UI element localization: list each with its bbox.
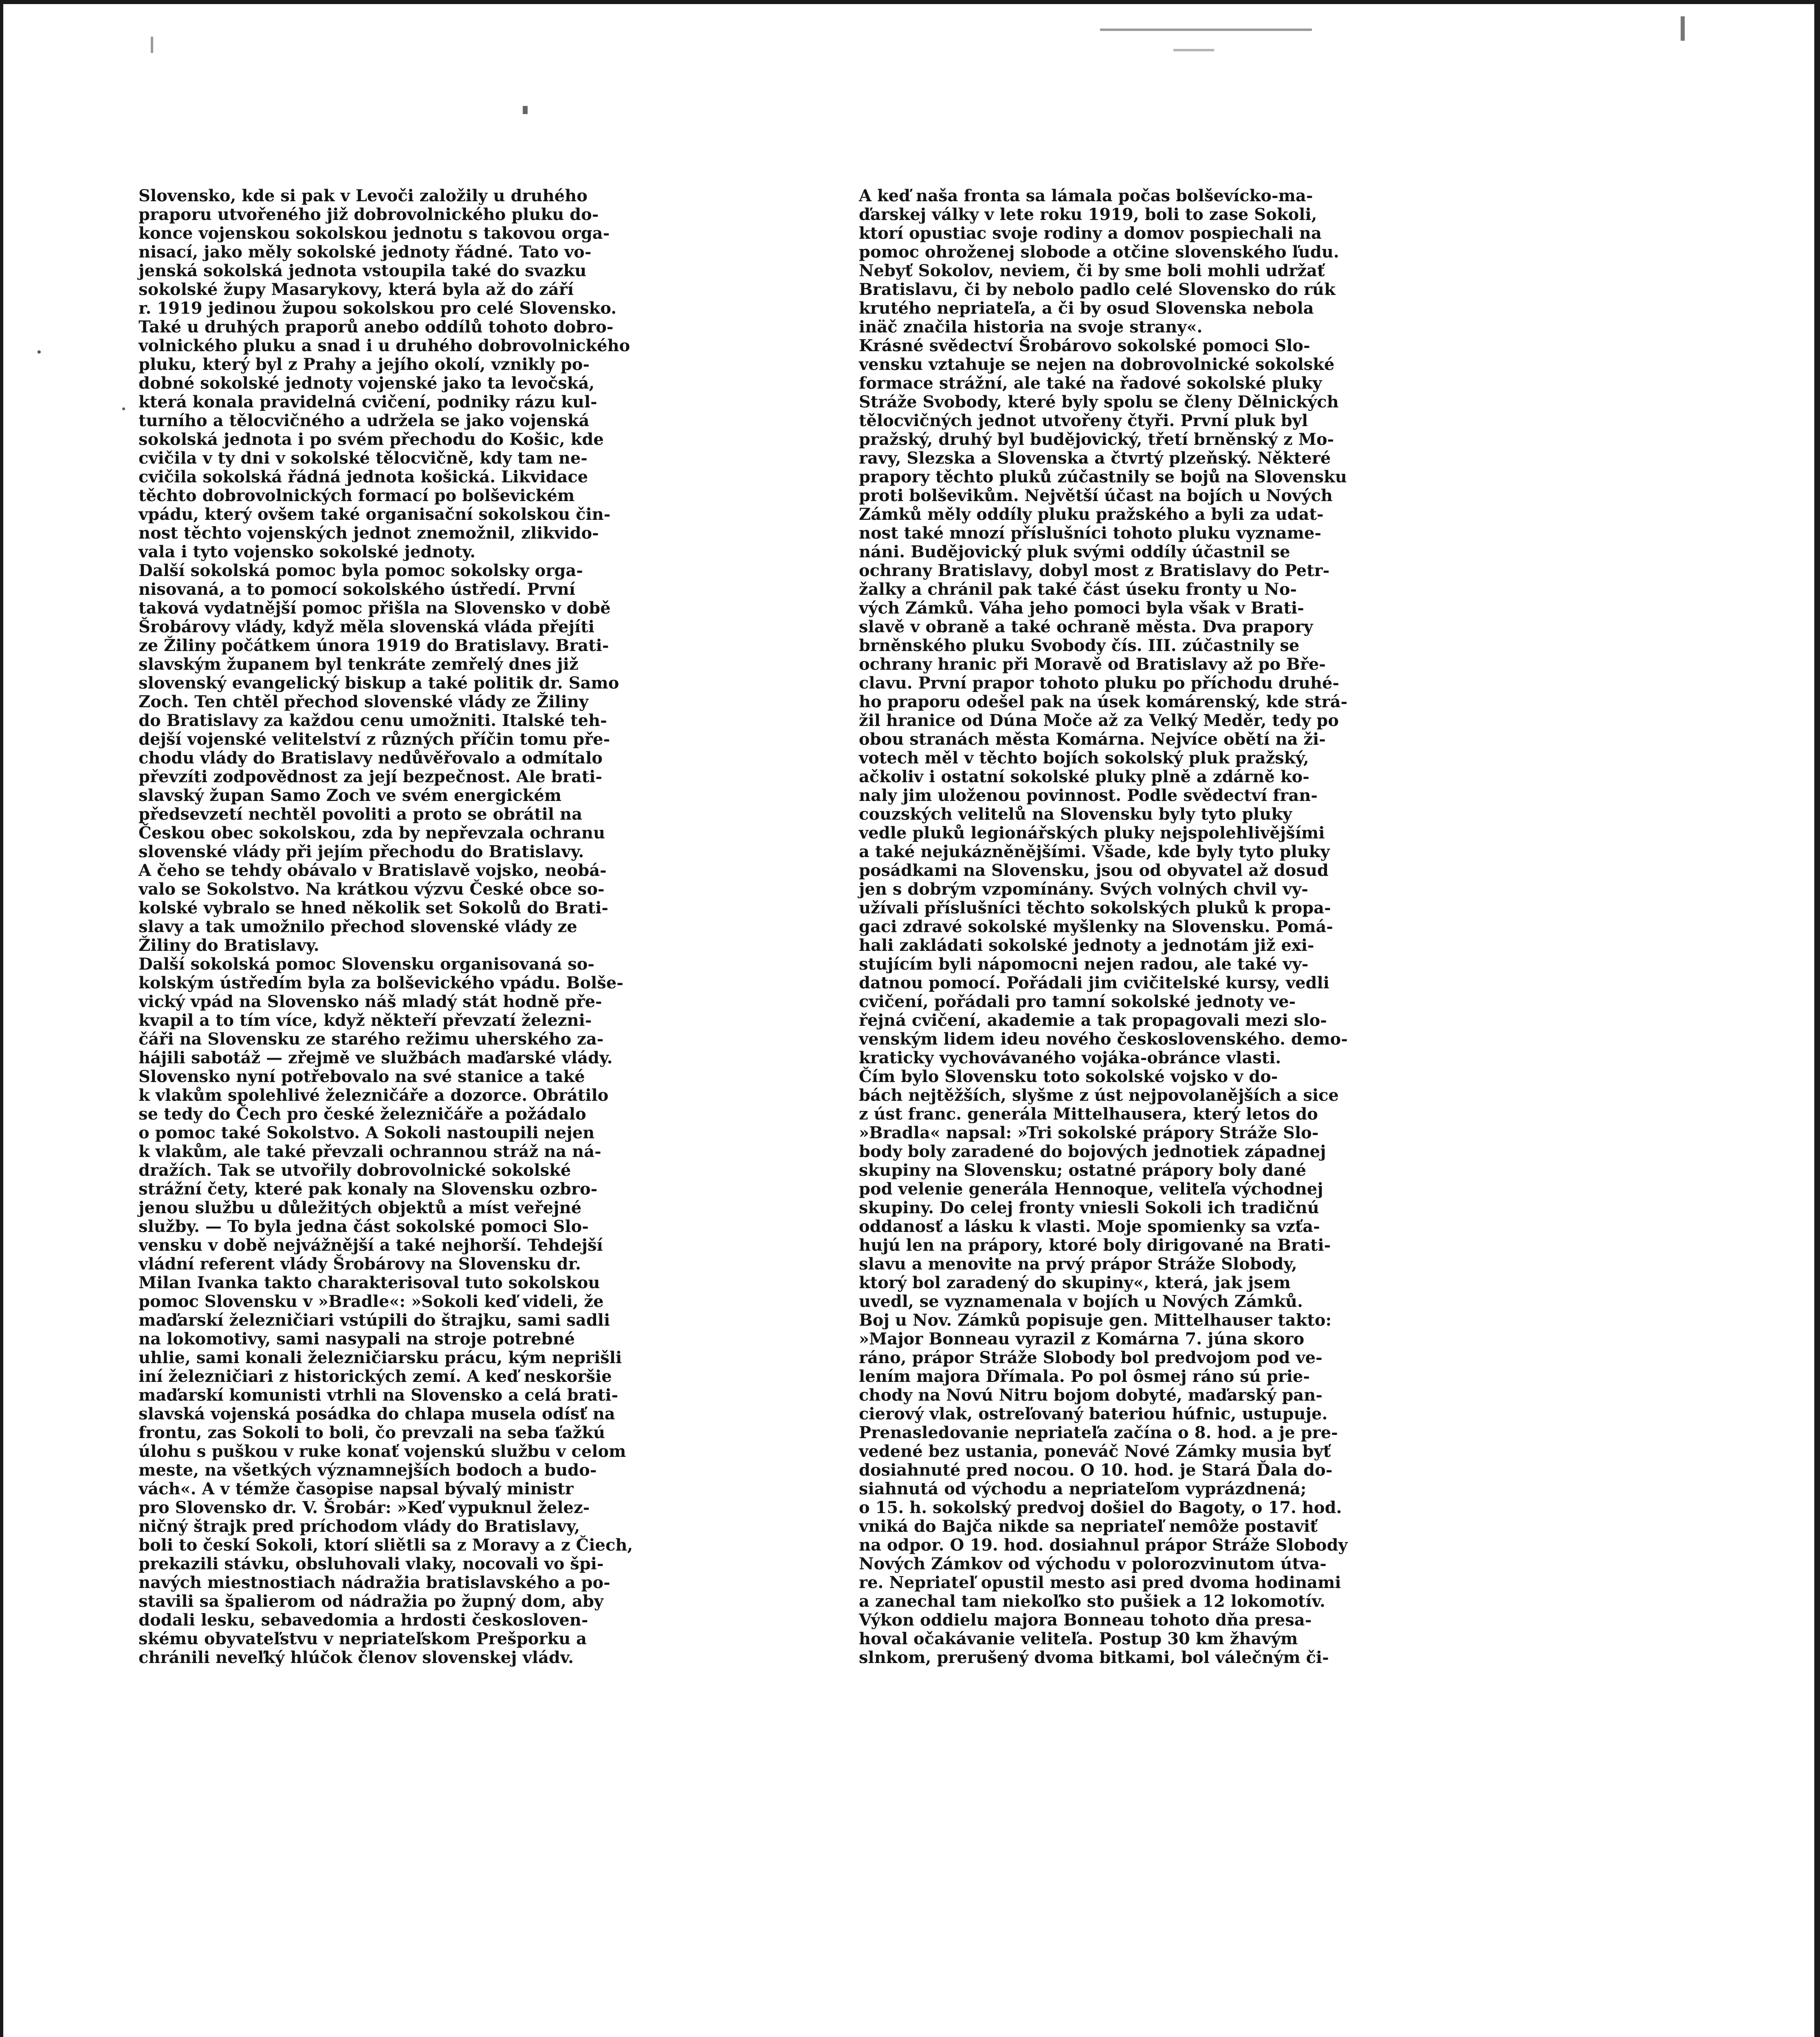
scan-artifact [122,407,125,410]
paragraph: Čím bylo Slovensku toto sokolské vojsko v do- bách nejtěžších, slyšme z úst nejpovolanějších a sice z úst franc. generála Mittelhausera, který letos do »Bradla« napsal: »Tri sokolské prápory Stráže Slo- body boly zaradené do bojových jednotiek západnej skupiny na Slovensku; ostatné prápory boly dané pod velenie generála Hennoque, veliteľa východnej skupiny. Do celej fronty vniesli Sokoli ich tradičnú oddanosť a lásku k vlasti. Moje spomienky sa vzťa- hujú len na prápory, ktoré boly dirigované na Brati- slavu a menovite na prvý prápor Stráže Slobody, ktorý bol zaradený do skupiny«, která, jak jsem uvedl, se vyznamenala v bojích u Nových Zámků. Boj u Nov. Zámků popisuje gen. Mittelhauser takto: »Major Bonneau vyrazil z Komárna 7. júna skoro ráno, prápor Stráže Slobody bol predvojom pod ve- lením majora Dřímala. Po pol ôsmej ráno sú prie- chody na Novú Nitru bojom dobyté, maďarský pan- cierový vlak, ostreľovaný bateriou húfnic, ustupuje. Prenasledovanie nepriateľa začína o 8. hod. a je pre- vedené bez ustania, poneváč Nové Zámky musia byť dosiahnuté pred nocou. O 10. hod. je Stará Ďala do- siahnutá od východu a nepriateľom vyprázdnená; o 15. h. sokolský predvoj došiel do Bagoty, o 17. hod. vniká do Bajča nikde sa nepriateľ nemôže postaviť na odpor. O 19. hod. dosiahnul prápor Stráže Slobody Nových Zámkov od východu v polorozvinutom útva- re. Nepriateľ opustil mesto asi pred dvoma hodinami a zanechal tam niekoľko sto pušiek a 12 lokomotív. Výkon oddielu majora Bonneau tohoto dňa presa- hoval očakávanie veliteľa. Postup 30 km žhavým slnkom, prerušený dvoma bitkami, bol válečným či- [859,1067,1348,1667]
right-text-column [859,187,1543,1667]
paragraph: Další sokolská pomoc Slovensku organisovaná so- kolským ústředím byla za bolševického vpádu. Bolše- vický vpád na Slovensko náš mladý stát hodně pře- kvapil a to tím více, když někteří převzatí železni- čáři na Slovensku ze starého režimu uherského za- hájili sabotáž — zřejmě ve službách maďarské vlády. Slovensko nyní potřebovalo na své stanice a také k vlakům spolehlivé železničáře a dozorce. Obrátilo se tedy do Čech pro české železničáře a požádalo o pomoc také Sokolstvo. A Sokoli nastoupili nejen k vlakům, ale také převzali ochrannou stráž na ná- dražích. Tak se utvořily dobrovolnické sokolské strážní čety, které pak konaly na Slovensku ozbro- jenou službu u důležitých objektů a míst veřejné služby. — To byla jedna část sokolské pomoci Slo- vensku v době nejvážnější a také nejhorší. Tehdejší vládní referent vlády Šrobárovy na Slovensku dr. Milan Ivanka takto charakterisoval tuto sokolskou pomoc Slovensku v »Bradle«: »Sokoli keď videli, že maďarskí železničiari vstúpili do štrajku, sami sadli na lokomotivy, sami nasypali na stroje potrebné uhlie, sami konali železničiarsku prácu, kým neprišli iní železničiari z historických zemí. A keď neskoršie maďarskí komunisti vtrhli na Slovensko a celá brati- slavská vojenská posádka do chlapa musela odísť na frontu, zas Sokoli to boli, čo prevzali na seba ťažkú úlohu s puškou v ruke konať vojenskú službu v celom meste, na všetkých významnejších bodoch a budo- vách«. A v témže časopise napsal bývalý ministr pro Slovensko dr. V. Šrobár: »Keď vypuknul želez- ničný štrajk pred príchodom vlády do Bratislavy, boli to českí Sokoli, ktorí sliětli sa z Moravy a z Čiech, prekazili stávku, obsluhovali vlaky, nocovali vo špi- navých miestnostiach nádražia bratislavského a po- stavili sa špalierom od nádražia po župný dom, aby dodali lesku, sebavedomia a hrdosti českosloven- skému obyvateľstvu v nepriateľskom Prešporku a chránili neveľký hlúčok členov slovenskej vládv. [139,955,633,1667]
scan-artifact [37,350,41,354]
scan-artifact [1681,16,1685,41]
left-text-column [139,187,818,1667]
scan-artifact [523,106,528,114]
scan-artifact [151,37,153,53]
paragraph: Další sokolská pomoc byla pomoc sokolsky orga- nisovaná, a to pomocí sokolského ústředí. První taková vydatnější pomoc přišla na Slovensko v době Šrobárovy vlády, když měla slovenská vláda přejíti ze Žiliny počátkem února 1919 do Bratislavy. Brati- slavským županem byl tenkráte zemřelý dnes již slovenský evangelický biskup a také politik dr. Samo Zoch. Ten chtěl přechod slovenské vlády ze Žiliny do Bratislavy za každou cenu umožniti. Italské teh- dejší vojenské velitelství z různých příčin tomu pře- chodu vlády do Bratislavy nedůvěřovalo a odmítalo převzíti zodpovědnost za její bezpečnost. Ale brati- slavský župan Samo Zoch ve svém energickém předsevzetí nechtěl povoliti a proto se obrátil na Českou obec sokolskou, zda by nepřevzala ochranu slovenské vlády při jejím přechodu do Bratislavy. A čeho se tehdy obávalo v Bratislavě vojsko, neobá- valo se Sokolstvo. Na krátkou výzvu České obce so- kolské vybralo se hned několik set Sokolů do Brati- slavy a tak umožnilo přechod slovenské vlády ze Žiliny do Bratislavy. [139,561,619,955]
paragraph: Krásné svědectví Šrobárovo sokolské pomoci Slo- vensku vztahuje se nejen na dobrovolnické sokolské formace strážní, ale také na řadové sokolské pluky Stráže Svobody, které byly spolu se členy Dělnických tělocvičných jednot utvořeny čtyři. První pluk byl pražský, druhý byl budějovický, třetí brněnský z Mo- ravy, Slezska a Slovenska a čtvrtý plzeňský. Některé prapory těchto pluků zúčastnily se bojů na Slovensku proti bolševikům. Největší účast na bojích u Nových Zámků měly oddíly pluku pražského a byli za udat- nost také mnozí příslušníci tohoto pluku vyzname- náni. Budějovický pluk svými oddíly účastnil se ochrany Bratislavy, dobyl most z Bratislavy do Petr- žalky a chránil pak také část úseku fronty u No- vých Zámků. Váha jeho pomoci byla však v Brati- slavě v obraně a také ochraně města. Dva prapory brněnského pluku Svobody čís. III. zúčastnily se ochrany hranic při Moravě od Bratislavy až po Bře- clavu. První prapor tohoto pluku po příchodu druhé- ho praporu odešel pak na úsek komárenský, kde strá- žil hranice od Dúna Moče až za Velký Meděr, tedy po obou stranách města Komárna. Nejvíce obětí na ži- votech měl v těchto bojích sokolský pluk pražský, ačkoliv i ostatní sokolské pluky plně a zdárně ko- naly jim uloženou povinnost. Podle svědectví fran- couzských velitelů na Slovensku byly tyto pluky vedle pluků legionářských pluky nejspolehlivějšími a také nejukázněnějšími. Všade, kde byly tyto pluky posádkami na Slovensku, jsou od obyvatel až dosud jen s dobrým vzpomínány. Svých volných chvil vy- užívali příslušníci těchto sokolských pluků k propa- gaci zdravé sokolské myšlenky na Slovensku. Pomá- hali zakládati sokolské jednoty a jednotám již exi- stujícím byli nápomocni nejen radou, ale také vy- datnou pomocí. Pořádali jim cvičitelské kursy, vedli cvičení, pořádali pro tamní sokolské jednoty ve- řejná cvičení, akademie a tak propagovali mezi slo- venským lidem ideu nového československého. demo- kraticky vychovávaného vojáka-obránce vlasti. [859,336,1348,1067]
paragraph: A keď naša fronta sa lámala počas bolševícko-ma- ďarskej války v lete roku 1919, boli to zase Sokoli, ktorí opustiac svoje rodiny a domov pospiechali na pomoc ohroženej slobode a otčine slovenského ľudu. Nebyť Sokolov, neviem, či by sme boli mohli udržať Bratislavu, či by nebolo padlo celé Slovensko do rúk krutého nepriateľa, a či by osud Slovenska nebola inäč značila historia na svoje strany«. [859,186,1339,337]
paragraph: Slovensko, kde si pak v Levoči založily u druhého praporu utvořeného již dobrovolnického pluku do- konce vojenskou sokolskou jednotu s takovou orga- nisací, jako měly sokolské jednoty řádné. Tato vo- jenská sokolská jednota vstoupila také do svazku sokolské župy Masarykovy, která byla až do září r. 1919 jedinou župou sokolskou pro celé Slovensko. Také u druhých praporů anebo oddílů tohoto dobro- volnického pluku a snad i u druhého dobrovolnického pluku, který byl z Prahy a jejího okolí, vznikly po- dobné sokolské jednoty vojenské jako ta levočská, která konala pravidelná cvičení, podniky rázu kul- turního a tělocvičného a udržela se jako vojenská sokolská jednota i po svém přechodu do Košic, kde cvičila v ty dni v sokolské tělocvičně, kdy tam ne- cvičila sokolská řádná jednota košická. Likvidace těchto dobrovolnických formací po bolševickém vpádu, který ovšem také organisační sokolskou čin- nost těchto vojenských jednot znemožnil, zlikvido- vala i tyto vojensko sokolské jednoty. [139,186,630,561]
scan-artifact [1100,29,1312,31]
scan-artifact [1173,49,1214,51]
